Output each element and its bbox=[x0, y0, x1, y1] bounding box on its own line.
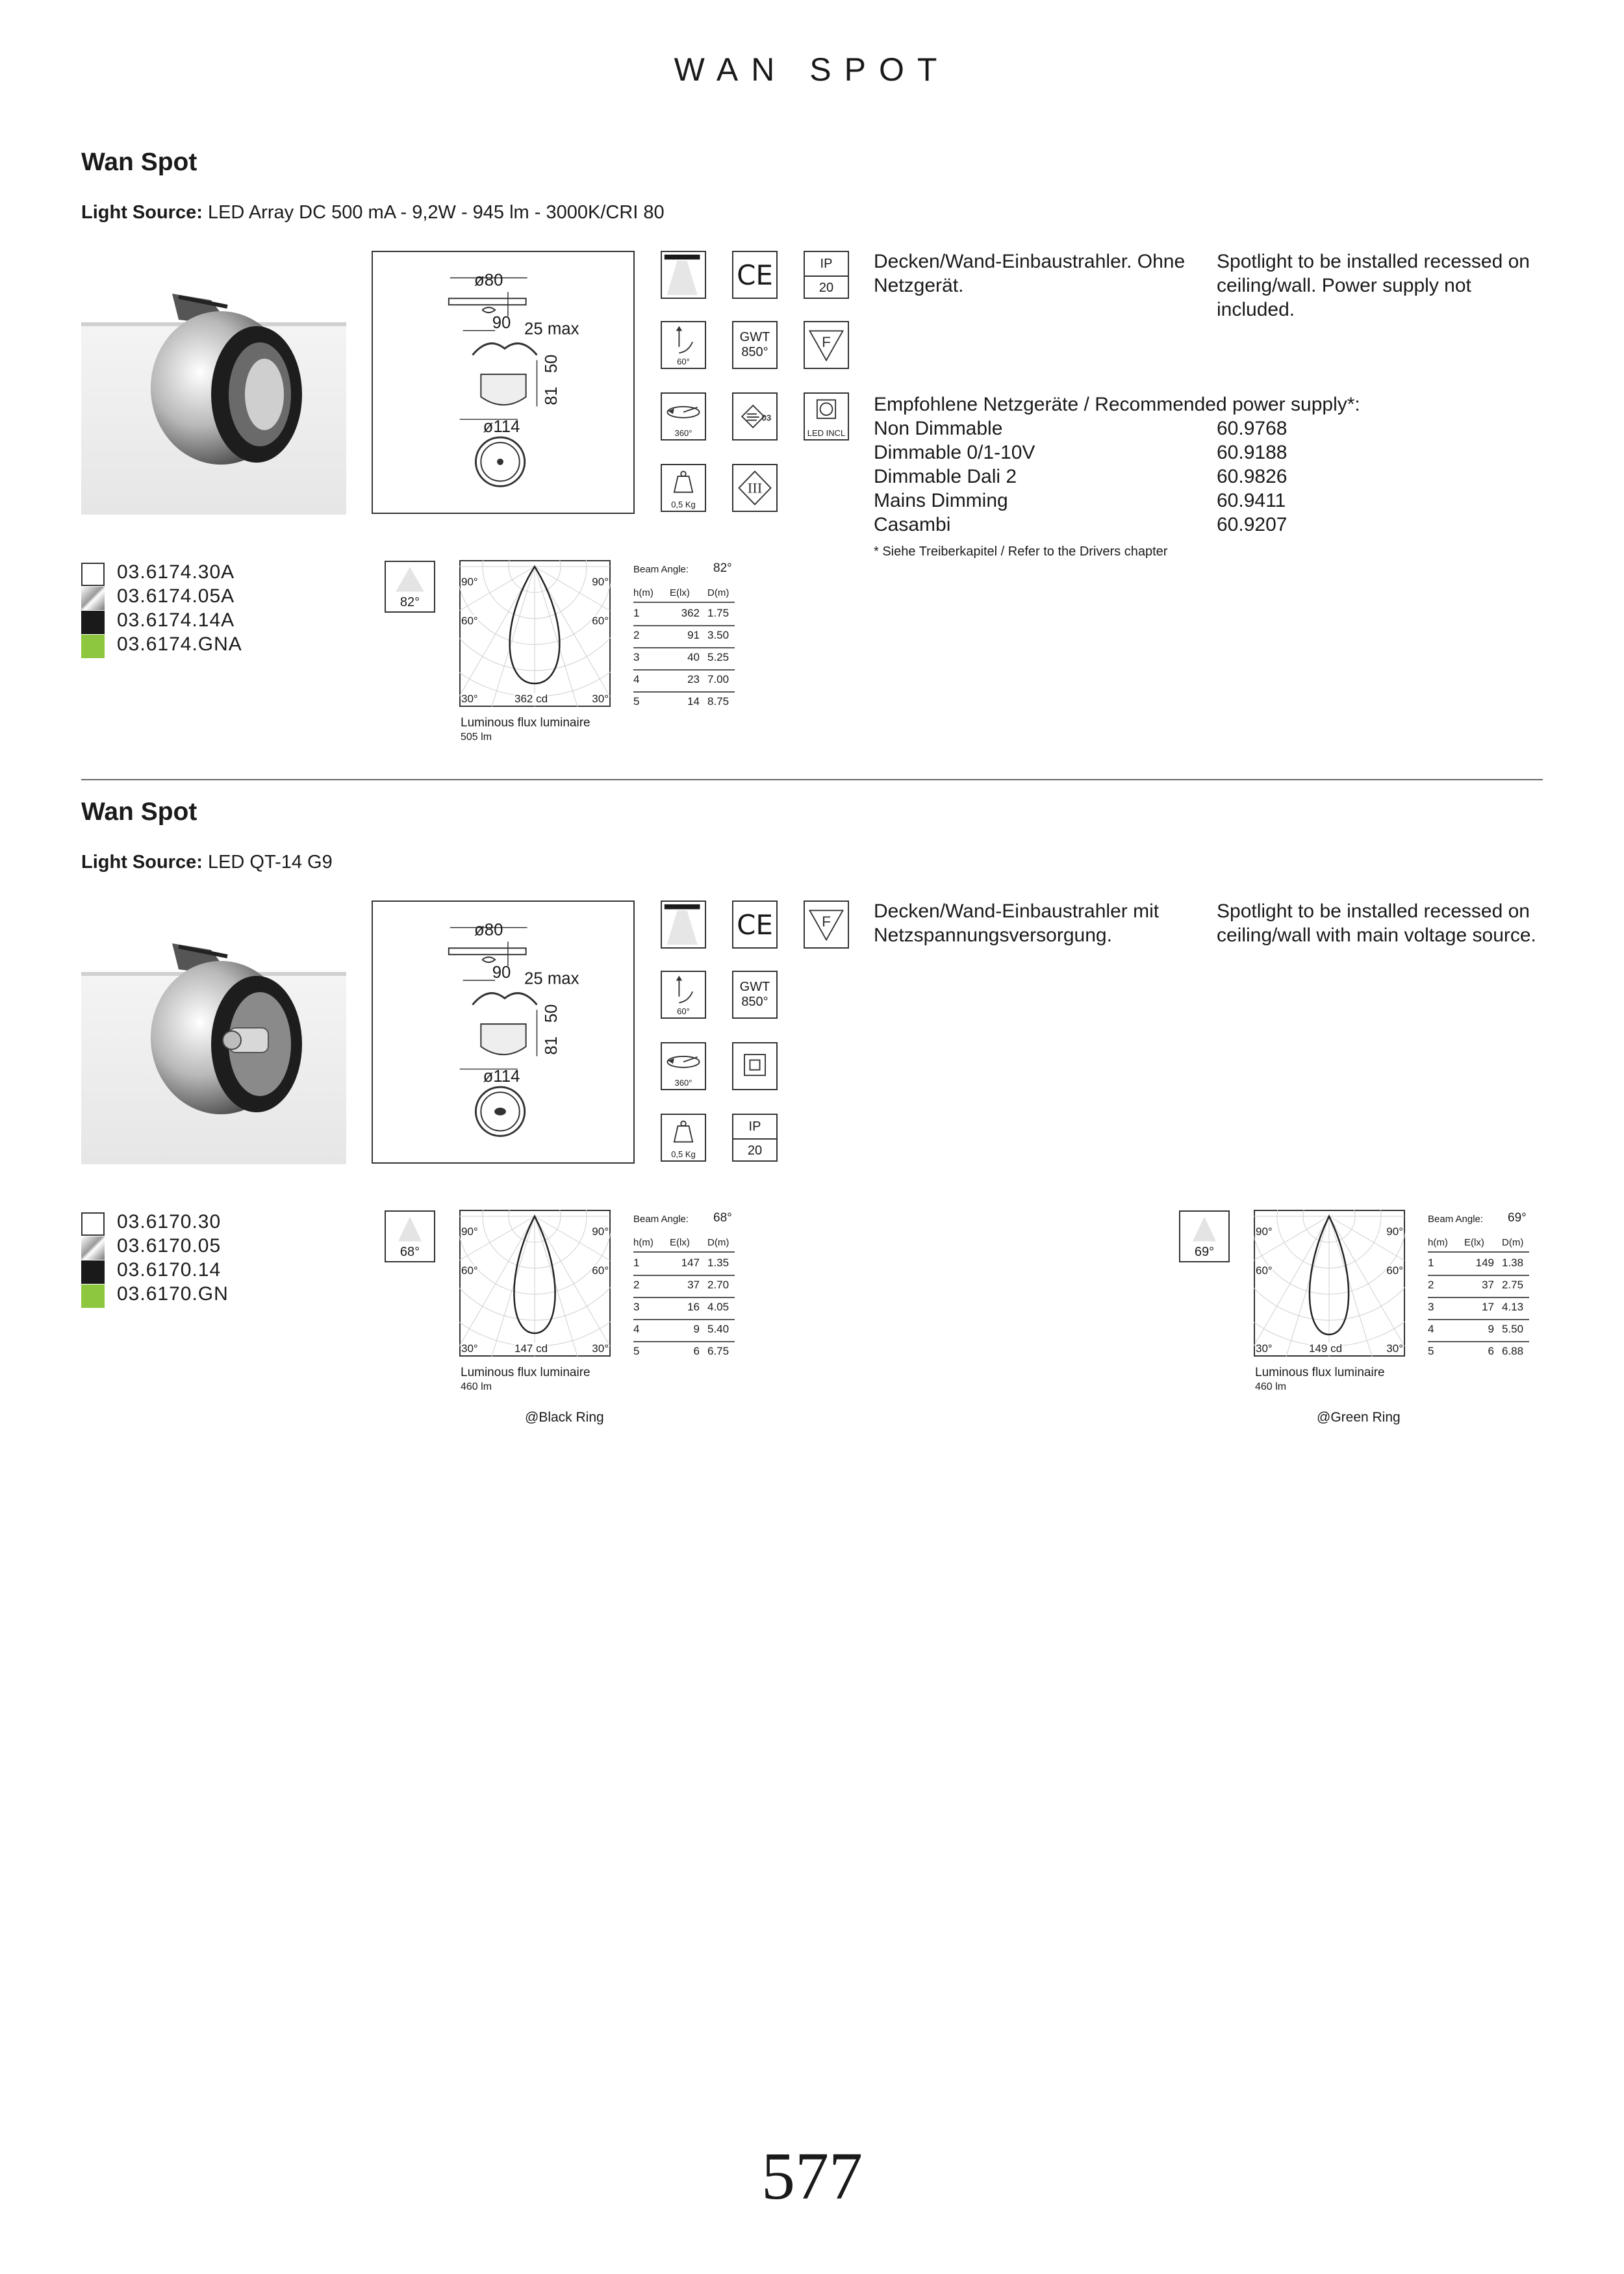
light-source-value: LED Array DC 500 mA - 9,2W - 945 lm - 3000K/CRI 80 bbox=[202, 202, 665, 223]
polar-label-30-left: 30° bbox=[1256, 1342, 1273, 1355]
polar-label-30-left: 30° bbox=[461, 1342, 478, 1355]
polar-label-90-left: 90° bbox=[1256, 1225, 1273, 1238]
beam-table-header bbox=[633, 582, 735, 603]
product-title: Wan Spot bbox=[81, 798, 197, 826]
power-supply-name: Dimmable Dali 2 bbox=[874, 466, 1017, 487]
beam-table-row: 5 6 6.75 bbox=[633, 1345, 730, 1357]
power-supply-code: 60.9188 bbox=[1217, 442, 1288, 463]
polar-light-distribution bbox=[459, 1210, 611, 1357]
ring-caption: @Green Ring bbox=[1317, 1410, 1401, 1425]
beam-direction-icon bbox=[661, 901, 706, 949]
light-source-value: LED QT-14 G9 bbox=[202, 852, 333, 873]
beam-table bbox=[633, 561, 737, 720]
variant-code: 03.6174.GNA bbox=[117, 633, 242, 655]
beam-table-title-label: Beam Angle: bbox=[633, 564, 689, 575]
ip-label: IP bbox=[805, 252, 848, 277]
dim-d25: 25 max bbox=[524, 969, 579, 988]
power-supply-row bbox=[874, 514, 1296, 536]
ip-value: 20 bbox=[747, 1143, 763, 1158]
ip-label: IP bbox=[733, 1115, 776, 1140]
flux-label: Luminous flux luminaire bbox=[461, 1366, 590, 1379]
dim-d114: ø114 bbox=[483, 1067, 520, 1086]
power-supply-name: Casambi bbox=[874, 514, 951, 535]
beam-table-row: 4 9 5.50 bbox=[1428, 1319, 1529, 1342]
light-source-label: Light Source: bbox=[81, 202, 203, 223]
beam-table-row: 1 147 1.35 bbox=[633, 1253, 735, 1276]
power-supply-name: Mains Dimming bbox=[874, 490, 1008, 511]
tilt-value: 60° bbox=[677, 1006, 690, 1016]
beam-table-row: 5 6 6.88 bbox=[1428, 1345, 1524, 1357]
dim-d50: 50 bbox=[542, 354, 561, 374]
variant-item bbox=[81, 1212, 341, 1236]
beam-table bbox=[633, 1211, 737, 1370]
dim-d81: 81 bbox=[542, 1036, 561, 1055]
beam-table-title bbox=[633, 1211, 737, 1225]
polar-light-distribution bbox=[459, 560, 611, 707]
beam-table-row: 5 14 8.75 bbox=[633, 695, 730, 708]
enec-mark-icon bbox=[732, 392, 778, 441]
polar-label-60-right: 60° bbox=[1386, 1264, 1403, 1277]
variant-item bbox=[81, 1284, 341, 1308]
polar-label-90-right: 90° bbox=[592, 576, 609, 588]
variant-code: 03.6170.GN bbox=[117, 1283, 229, 1305]
beam-table-row: 4 9 5.40 bbox=[633, 1319, 735, 1342]
beam-table-angle: 82° bbox=[713, 561, 732, 575]
light-source-label: Light Source: bbox=[81, 852, 203, 873]
polar-label-30-right: 30° bbox=[592, 693, 609, 705]
rotation-value: 360° bbox=[674, 1078, 692, 1088]
polar-label-60-right: 60° bbox=[592, 615, 609, 627]
beam-table-row: 2 37 2.75 bbox=[1428, 1275, 1529, 1298]
ce-mark-icon: CE bbox=[732, 251, 778, 299]
page-number: 577 bbox=[761, 2139, 863, 2214]
product-title: Wan Spot bbox=[81, 148, 197, 176]
flux-label: Luminous flux luminaire bbox=[461, 716, 590, 730]
power-supply-row bbox=[874, 418, 1296, 440]
beam-angle-icon bbox=[385, 1210, 435, 1262]
weight-value: 0,5 Kg bbox=[671, 1149, 696, 1159]
power-supply-code: 60.9826 bbox=[1217, 466, 1288, 487]
rotation-value: 360° bbox=[674, 428, 692, 438]
beam-table-header bbox=[633, 1232, 735, 1253]
beam-angle-value: 69° bbox=[1194, 1245, 1215, 1259]
polar-label-60-left: 60° bbox=[461, 1264, 478, 1277]
gwt-badge bbox=[732, 321, 778, 369]
dim-d114: ø114 bbox=[483, 418, 520, 437]
variant-code: 03.6174.30A bbox=[117, 561, 235, 583]
beam-table-row: 3 40 5.25 bbox=[633, 647, 735, 671]
color-swatch-green bbox=[81, 1284, 105, 1308]
color-swatch-white bbox=[81, 563, 105, 586]
rotation-icon bbox=[661, 1042, 706, 1090]
color-swatch-black bbox=[81, 1260, 105, 1284]
polar-label-30-left: 30° bbox=[461, 693, 478, 705]
power-supply-name: Non Dimmable bbox=[874, 418, 1003, 439]
page-header-title: WAN SPOT bbox=[674, 51, 950, 88]
product-photo bbox=[81, 255, 346, 515]
beam-col-e: E(lx) bbox=[1464, 1237, 1484, 1248]
variant-item bbox=[81, 1260, 341, 1284]
beam-table-row: 4 23 7.00 bbox=[633, 669, 735, 693]
polar-label-60-left: 60° bbox=[461, 615, 478, 627]
flux-label: Luminous flux luminaire bbox=[1255, 1366, 1385, 1379]
polar-label-90-right: 90° bbox=[1386, 1225, 1403, 1238]
product-photo bbox=[81, 904, 346, 1164]
class-ii-icon bbox=[732, 1042, 778, 1090]
beam-col-d: D(m) bbox=[707, 587, 730, 598]
beam-col-h: h(m) bbox=[1428, 1237, 1448, 1248]
gwt-badge bbox=[732, 971, 778, 1019]
polar-label-60-right: 60° bbox=[592, 1264, 609, 1277]
dim-d80: ø80 bbox=[474, 271, 503, 290]
color-swatch-chrome bbox=[81, 1236, 105, 1260]
dim-d81: 81 bbox=[542, 387, 561, 405]
description-en: Spotlight to be installed recessed on ceiling/wall. Power supply not included. bbox=[1217, 251, 1530, 320]
polar-label-30-right: 30° bbox=[592, 1342, 609, 1355]
f-mark-label: F bbox=[822, 333, 831, 350]
class-iii-label: III bbox=[747, 479, 763, 496]
power-supply-row bbox=[874, 466, 1296, 488]
beam-col-h: h(m) bbox=[633, 1237, 653, 1248]
weight-icon bbox=[661, 464, 706, 512]
section-divider bbox=[81, 779, 1543, 780]
color-swatch-white bbox=[81, 1212, 105, 1236]
power-supply-footnote: * Siehe Treiberkapitel / Refer to the Drivers chapter bbox=[874, 544, 1168, 559]
variant-item bbox=[81, 1236, 341, 1260]
beam-table-row: 2 91 3.50 bbox=[633, 625, 735, 648]
beam-angle-icon bbox=[1179, 1210, 1230, 1262]
beam-col-e: E(lx) bbox=[670, 1237, 690, 1248]
beam-angle-value: 82° bbox=[400, 595, 420, 609]
beam-direction-icon bbox=[661, 251, 706, 299]
beam-table-title bbox=[633, 561, 737, 575]
led-included-icon bbox=[804, 392, 849, 441]
f-mark-icon bbox=[804, 901, 849, 949]
beam-col-e: E(lx) bbox=[670, 587, 690, 598]
polar-label-90-left: 90° bbox=[461, 576, 478, 588]
dimension-drawing bbox=[372, 901, 635, 1164]
polar-label-90-left: 90° bbox=[461, 1225, 478, 1238]
beam-angle-icon bbox=[385, 561, 435, 613]
f-mark-icon bbox=[804, 321, 849, 369]
beam-table-angle: 69° bbox=[1508, 1211, 1527, 1225]
class-iii-icon bbox=[732, 464, 778, 512]
beam-table-row: 1 149 1.38 bbox=[1428, 1253, 1529, 1276]
power-supply-row bbox=[874, 490, 1296, 512]
beam-col-h: h(m) bbox=[633, 587, 653, 598]
beam-table-row: 3 16 4.05 bbox=[633, 1297, 735, 1320]
light-source bbox=[81, 202, 665, 224]
dim-d25: 25 max bbox=[524, 320, 579, 339]
beam-angle-value: 68° bbox=[400, 1245, 420, 1259]
beam-table bbox=[1428, 1211, 1532, 1370]
f-mark-label: F bbox=[822, 913, 831, 930]
variant-code: 03.6170.30 bbox=[117, 1211, 222, 1233]
power-supply-code: 60.9411 bbox=[1217, 490, 1286, 511]
light-source bbox=[81, 852, 333, 873]
beam-col-d: D(m) bbox=[1502, 1237, 1524, 1248]
gwt-temp: 850° bbox=[741, 345, 768, 359]
color-swatch-green bbox=[81, 635, 105, 658]
power-supply-code: 60.9207 bbox=[1217, 514, 1288, 535]
beam-table-title-label: Beam Angle: bbox=[1428, 1214, 1484, 1225]
beam-col-d: D(m) bbox=[707, 1237, 730, 1248]
power-supply-name: Dimmable 0/1-10V bbox=[874, 442, 1035, 463]
polar-label-candela: 149 cd bbox=[1309, 1342, 1343, 1355]
variant-code: 03.6174.05A bbox=[117, 585, 235, 607]
dimension-drawing bbox=[372, 251, 635, 514]
beam-table-header bbox=[1428, 1232, 1529, 1253]
flux-value: 460 lm bbox=[1255, 1381, 1287, 1392]
variant-item bbox=[81, 587, 341, 610]
polar-label-60-left: 60° bbox=[1256, 1264, 1273, 1277]
polar-label-30-right: 30° bbox=[1386, 1342, 1403, 1355]
flux-value: 460 lm bbox=[461, 1381, 492, 1392]
variant-code: 03.6170.05 bbox=[117, 1235, 222, 1257]
dim-d90: 90 bbox=[492, 313, 511, 332]
ip-rating-badge bbox=[732, 1114, 778, 1162]
description-en: Spotlight to be installed recessed on ceiling/wall with main voltage source. bbox=[1217, 901, 1536, 946]
beam-table-title-label: Beam Angle: bbox=[633, 1214, 689, 1225]
color-swatch-chrome bbox=[81, 587, 105, 610]
beam-table-angle: 68° bbox=[713, 1211, 732, 1225]
variant-code: 03.6170.14 bbox=[117, 1259, 222, 1281]
description-de: Decken/Wand-Einbaustrahler mit Netzspannungsversorgung. bbox=[874, 901, 1160, 946]
dim-d80: ø80 bbox=[474, 921, 503, 939]
dim-d90: 90 bbox=[492, 963, 511, 982]
gwt-label: GWT bbox=[739, 980, 770, 994]
color-swatch-black bbox=[81, 611, 105, 634]
power-supply-row bbox=[874, 442, 1296, 464]
tilt-icon bbox=[661, 971, 706, 1019]
gwt-temp: 850° bbox=[741, 995, 768, 1009]
led-included-label: LED INCL bbox=[807, 428, 846, 438]
beam-table-row: 2 37 2.70 bbox=[633, 1275, 735, 1298]
polar-label-90-right: 90° bbox=[592, 1225, 609, 1238]
variant-code: 03.6174.14A bbox=[117, 609, 235, 631]
ce-mark-icon: CE bbox=[732, 901, 778, 949]
power-supply-title: Empfohlene Netzgeräte / Recommended power supply*: bbox=[874, 394, 1360, 415]
enec-number: 03 bbox=[761, 413, 772, 423]
tilt-icon bbox=[661, 321, 706, 369]
ring-caption: @Black Ring bbox=[525, 1410, 604, 1425]
ip-value: 20 bbox=[818, 281, 834, 295]
weight-value: 0,5 Kg bbox=[671, 500, 696, 509]
polar-light-distribution bbox=[1254, 1210, 1405, 1357]
power-supply-code: 60.9768 bbox=[1217, 418, 1288, 439]
polar-label-candela: 362 cd bbox=[514, 693, 548, 705]
description-de: Decken/Wand-Einbaustrahler. Ohne Netzgerät. bbox=[874, 251, 1186, 296]
beam-table-row: 1 362 1.75 bbox=[633, 603, 735, 626]
tilt-value: 60° bbox=[677, 357, 690, 366]
flux-value: 505 lm bbox=[461, 732, 492, 743]
rotation-icon bbox=[661, 392, 706, 441]
weight-icon bbox=[661, 1114, 706, 1162]
polar-label-candela: 147 cd bbox=[514, 1342, 548, 1355]
variant-item bbox=[81, 563, 341, 586]
ip-rating-badge bbox=[804, 251, 849, 299]
gwt-label: GWT bbox=[739, 330, 770, 344]
dim-d50: 50 bbox=[542, 1004, 561, 1023]
variant-item bbox=[81, 611, 341, 634]
beam-table-title bbox=[1428, 1211, 1532, 1225]
variant-item bbox=[81, 635, 341, 658]
beam-table-row: 3 17 4.13 bbox=[1428, 1297, 1529, 1320]
